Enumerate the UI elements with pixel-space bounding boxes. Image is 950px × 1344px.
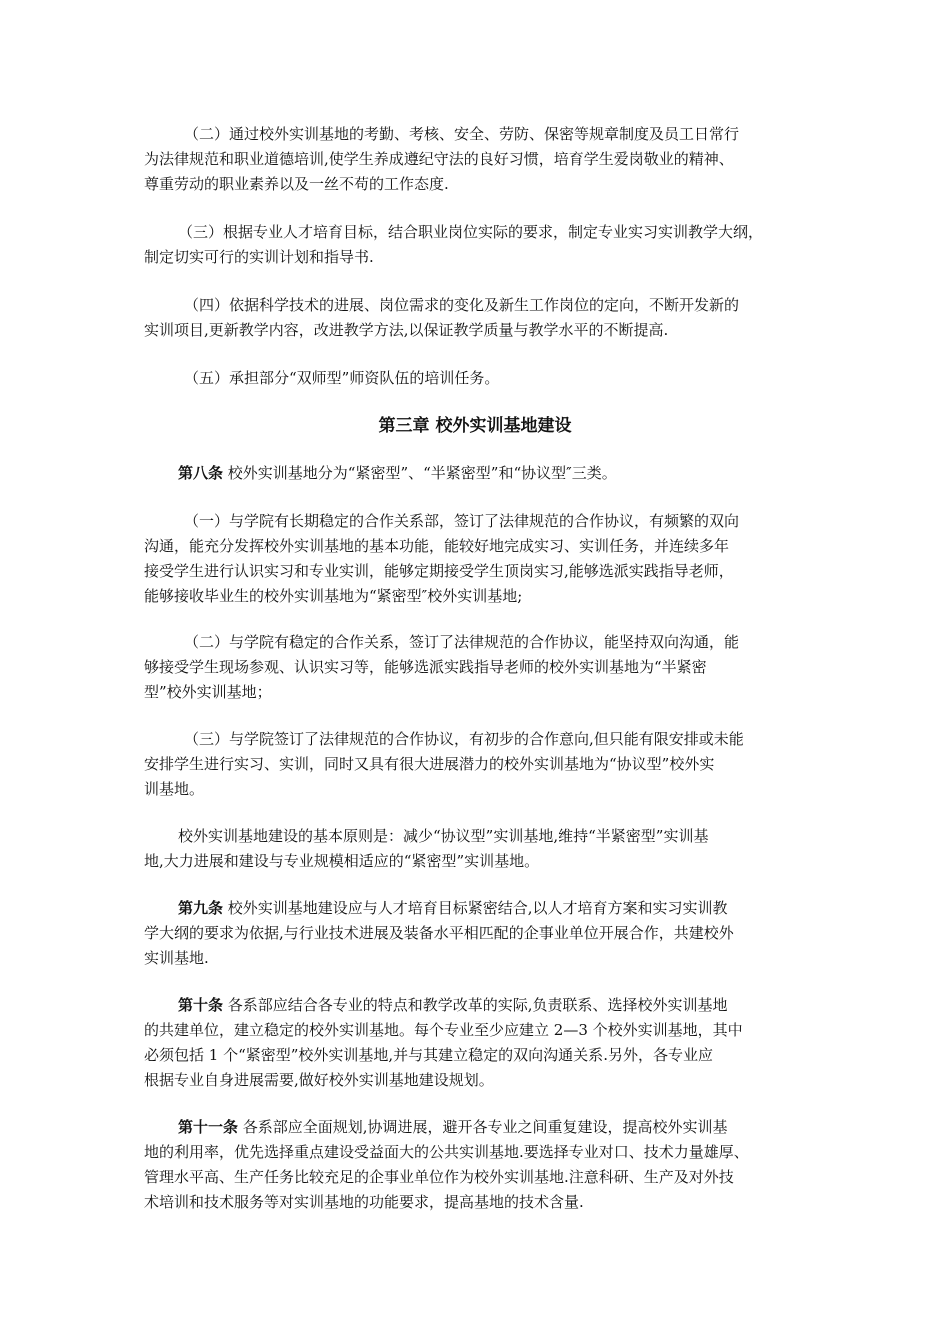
text-line: （四）依据科学技术的进展、岗位需求的变化及新生工作岗位的定向，不断开发新的: [184, 296, 740, 314]
paragraph-3: [144, 220, 804, 270]
article-11: [144, 1115, 804, 1215]
text-line: 制定切实可行的实训计划和指导书.: [144, 248, 374, 266]
article-text: 校外实训基地分为“紧密型”、“半紧密型”和“协议型″三类。: [223, 464, 617, 482]
text-line: 能够接收毕业生的校外实训基地为“紧密型″校外实训基地;: [144, 587, 523, 605]
text-line: 的共建单位，建立稳定的校外实训基地。每个专业至少应建立 2—3 个校外实训基地，其中: [144, 1021, 743, 1039]
text-line: 为法律规范和职业道德培训,使学生养成遵纪守法的良好习惯，培育学生爱岗敬业的精神、: [144, 150, 734, 168]
article-label: 第十条: [178, 996, 224, 1014]
article-8-item-2: [144, 630, 804, 705]
article-label: 第八条: [178, 464, 224, 482]
text-line: [144, 461, 804, 486]
article-8: [144, 461, 804, 486]
paragraph-5: [144, 366, 804, 391]
text-line: 训基地。: [144, 780, 205, 798]
paragraph-2: [144, 122, 804, 197]
text-line: 地,大力进展和建设与专业规模相适应的“紧密型”实训基地。: [144, 852, 540, 870]
text-line: 术培训和技术服务等对实训基地的功能要求，提高基地的技术含量.: [144, 1193, 584, 1211]
text-line: 学大纲的要求为依据,与行业技术进展及装备水平相匹配的企事业单位开展合作，共建校外: [144, 924, 734, 942]
principle-paragraph: [144, 824, 804, 874]
text-line: 管理水平高、生产任务比较充足的企事业单位作为校外实训基地.注意科研、生产及对外技: [144, 1168, 734, 1186]
text-line: （三）根据专业人才培育目标，结合职业岗位实际的要求，制定专业实习实训教学大纲，: [178, 223, 764, 241]
article-text: 各系部应结合各专业的特点和教学改革的实际,负责联系、选择校外实训基地: [223, 996, 728, 1014]
article-8-item-3: [144, 727, 804, 802]
text-line: [144, 993, 804, 1018]
text-line: 安排学生进行实习、实训，同时又具有很大进展潜力的校外实训基地为“协议型”校外实: [144, 755, 715, 773]
text-line: （五）承担部分“双师型”师资队伍的培训任务。: [184, 369, 500, 387]
article-10: [144, 993, 804, 1093]
article-label: 第十一条: [178, 1118, 239, 1136]
article-8-item-1: [144, 509, 804, 609]
text-line: （三）与学院签订了法律规范的合作协议，有初步的合作意向,但只能有限安排或未能: [184, 730, 744, 748]
paragraph-4: [144, 293, 804, 343]
text-line: 校外实训基地建设的基本原则是：减少“协议型”实训基地,维持“半紧密型”实训基: [178, 827, 709, 845]
text-line: 根据专业自身进展需要,做好校外实训基地建设规划。: [144, 1071, 494, 1089]
text-line: （二）与学院有稳定的合作关系，签订了法律规范的合作协议，能坚持双向沟通，能: [184, 633, 740, 651]
text-line: 接受学生进行认识实习和专业实训，能够定期接受学生顶岗实习,能够选派实践指导老师，: [144, 562, 734, 580]
article-label: 第九条: [178, 899, 224, 917]
article-text: 各系部应全面规划,协调进展，避开各专业之间重复建设，提高校外实训基: [238, 1118, 728, 1136]
text-line: 够接受学生现场参观、认识实习等，能够选派实践指导老师的校外实训基地为“半紧密: [144, 658, 707, 676]
text-line: 型”校外实训基地；: [144, 683, 272, 701]
article-9: [144, 896, 804, 971]
text-line: 必须包括 1 个“紧密型”校外实训基地,并与其建立稳定的双向沟通关系.另外，各专业应: [144, 1046, 713, 1064]
text-line: 实训项目,更新教学内容，改进教学方法,以保证教学质量与教学水平的不断提高.: [144, 321, 669, 339]
text-line: 实训基地.: [144, 949, 209, 967]
text-line: [144, 896, 804, 921]
text-line: 沟通，能充分发挥校外实训基地的基本功能，能较好地完成实习、实训任务，并连续多年: [144, 537, 730, 555]
text-line: 尊重劳动的职业素养以及一丝不苟的工作态度.: [144, 175, 449, 193]
article-text: 校外实训基地建设应与人才培育目标紧密结合,以人才培育方案和实习实训教: [223, 899, 728, 917]
text-line: [144, 1115, 804, 1140]
text-line: 地的利用率，优先选择重点建设受益面大的公共实训基地.要选择专业对口、技术力量雄厚、: [144, 1143, 749, 1161]
text-line: （一）与学院有长期稳定的合作关系部，签订了法律规范的合作协议，有频繁的双向: [184, 512, 740, 530]
chapter-heading: 第三章 校外实训基地建设: [378, 416, 572, 436]
text-line: （二）通过校外实训基地的考勤、考核、安全、劳防、保密等规章制度及员工日常行: [184, 125, 740, 143]
